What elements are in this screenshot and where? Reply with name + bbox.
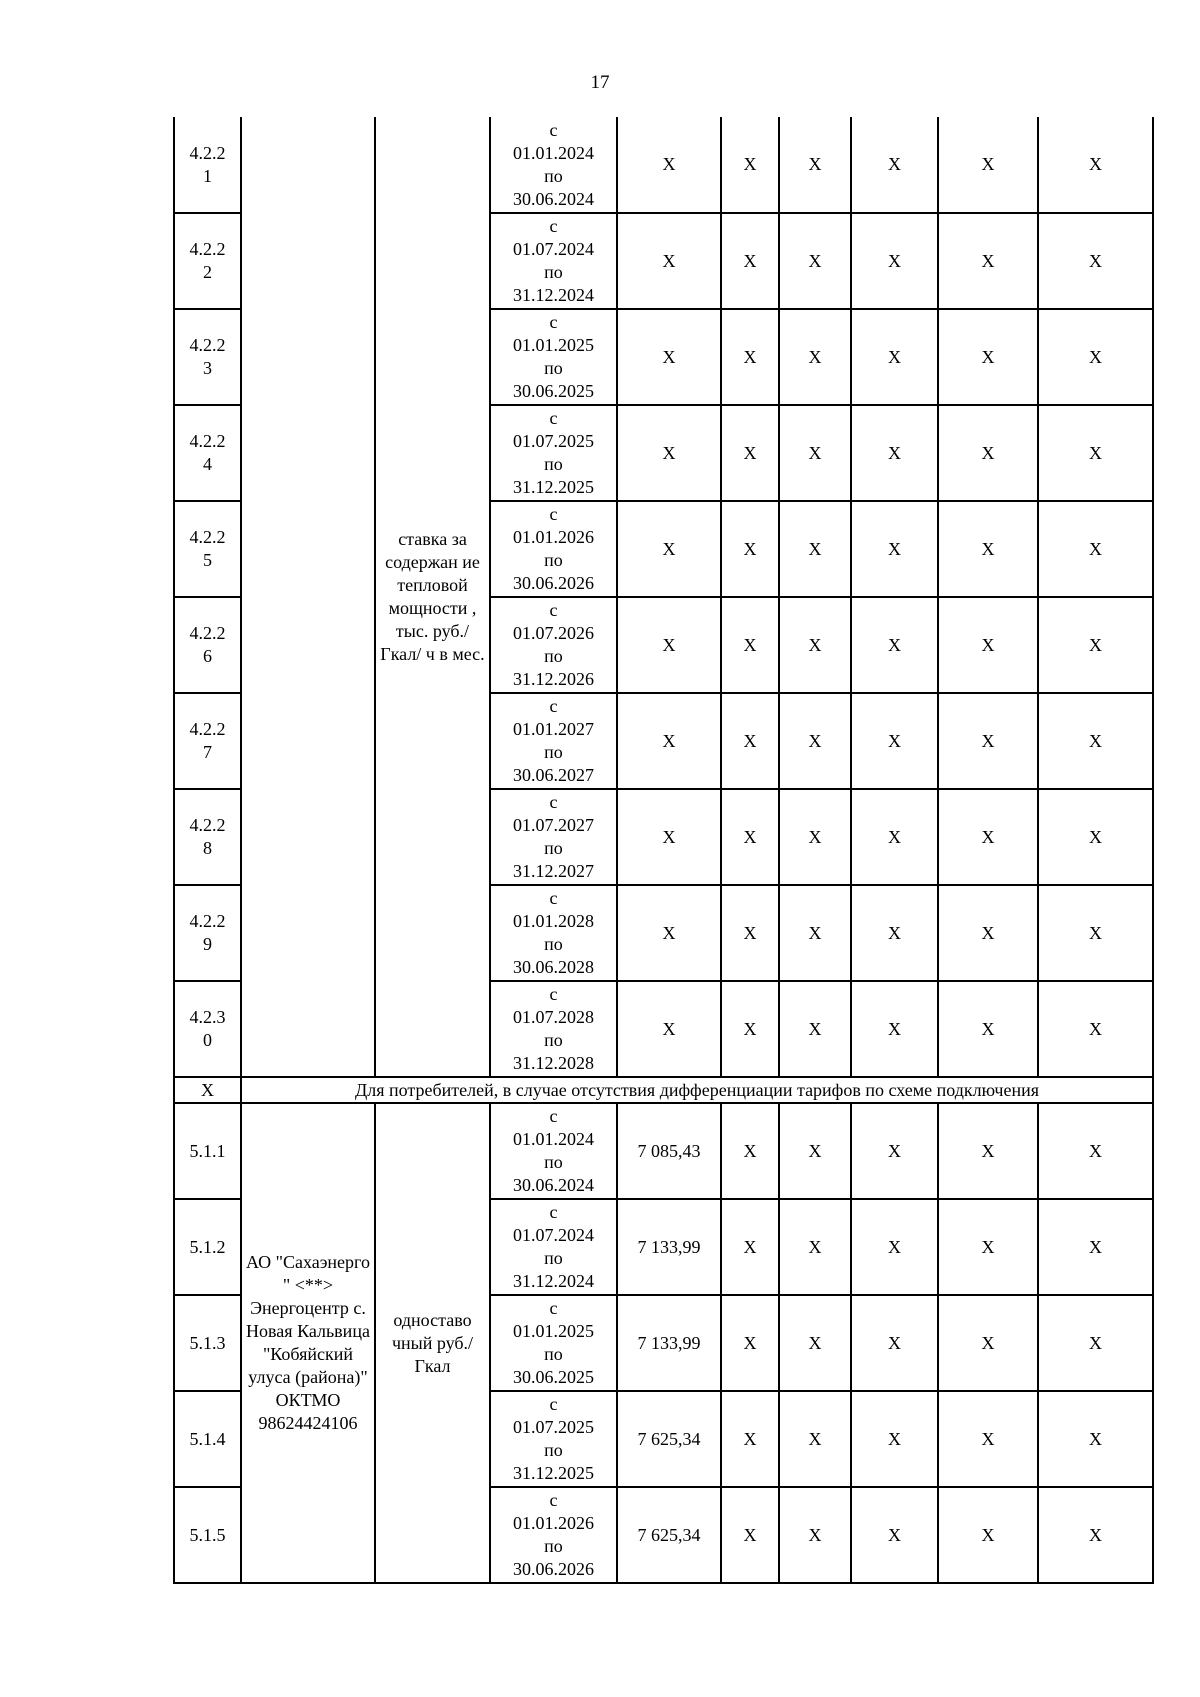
value-cell: Х	[938, 693, 1038, 789]
value-cell: Х	[779, 405, 851, 501]
value-cell: Х	[779, 1391, 851, 1487]
row-number-cell: 5.1.3	[174, 1295, 241, 1391]
value-cell: Х	[721, 117, 779, 213]
indicator-cell: одноставо чный руб./Гкал	[375, 1103, 490, 1583]
value-cell: Х	[851, 1295, 938, 1391]
value-cell: Х	[851, 981, 938, 1077]
section-row	[174, 1077, 1153, 1103]
period-cell: с 01.01.2027 по 30.06.2027	[490, 693, 617, 789]
value-cell: Х	[851, 405, 938, 501]
page-number: 17	[590, 72, 610, 93]
value-cell: Х	[1038, 501, 1153, 597]
value-cell: Х	[1038, 693, 1153, 789]
value-cell: Х	[938, 501, 1038, 597]
value-cell: Х	[617, 789, 721, 885]
row-number-cell: 4.2.2 2	[174, 213, 241, 309]
value-cell: Х	[779, 501, 851, 597]
value-cell: Х	[938, 981, 1038, 1077]
value-cell: Х	[721, 405, 779, 501]
value-cell: Х	[851, 501, 938, 597]
period-cell: с 01.07.2024 по 31.12.2024	[490, 213, 617, 309]
value-cell: Х	[1038, 405, 1153, 501]
value-cell: Х	[617, 117, 721, 213]
value-cell: Х	[938, 1103, 1038, 1199]
row-number-cell: 4.2.2 6	[174, 597, 241, 693]
period-cell: с 01.07.2026 по 31.12.2026	[490, 597, 617, 693]
row-number-cell: 5.1.1	[174, 1103, 241, 1199]
value-cell: Х	[938, 309, 1038, 405]
value-cell: Х	[851, 789, 938, 885]
value-cell: Х	[617, 213, 721, 309]
value-cell: 7 625,34	[617, 1391, 721, 1487]
value-cell: Х	[779, 1103, 851, 1199]
value-cell: Х	[721, 1199, 779, 1295]
row-number-cell: 4.2.2 5	[174, 501, 241, 597]
value-cell: Х	[721, 981, 779, 1077]
section-number-cell: Х	[174, 1077, 241, 1103]
value-cell: Х	[721, 309, 779, 405]
value-cell: 7 133,99	[617, 1295, 721, 1391]
value-cell: Х	[1038, 309, 1153, 405]
row-number-cell: 4.2.2 4	[174, 405, 241, 501]
period-cell: с 01.01.2026 по 30.06.2026	[490, 501, 617, 597]
row-number-cell: 5.1.2	[174, 1199, 241, 1295]
value-cell: Х	[617, 885, 721, 981]
value-cell: Х	[1038, 885, 1153, 981]
value-cell: Х	[938, 213, 1038, 309]
period-cell: с 01.07.2028 по 31.12.2028	[490, 981, 617, 1077]
organization-cell	[241, 117, 375, 1077]
value-cell: Х	[938, 1391, 1038, 1487]
value-cell: Х	[617, 693, 721, 789]
value-cell: Х	[938, 885, 1038, 981]
value-cell: Х	[779, 981, 851, 1077]
value-cell: Х	[779, 1295, 851, 1391]
value-cell: Х	[721, 1487, 779, 1583]
period-cell: с 01.01.2026 по 30.06.2026	[490, 1487, 617, 1583]
value-cell: Х	[721, 213, 779, 309]
value-cell: Х	[851, 309, 938, 405]
period-cell: с 01.07.2025 по 31.12.2025	[490, 1391, 617, 1487]
value-cell: Х	[779, 117, 851, 213]
value-cell: Х	[1038, 1103, 1153, 1199]
value-cell: Х	[1038, 1199, 1153, 1295]
table-row	[174, 117, 1153, 213]
value-cell: Х	[938, 1199, 1038, 1295]
value-cell: Х	[721, 885, 779, 981]
value-cell: Х	[779, 789, 851, 885]
period-cell: с 01.07.2025 по 31.12.2025	[490, 405, 617, 501]
value-cell: 7 085,43	[617, 1103, 721, 1199]
value-cell: Х	[721, 1103, 779, 1199]
value-cell: Х	[1038, 1487, 1153, 1583]
value-cell: Х	[1038, 1295, 1153, 1391]
value-cell: Х	[617, 405, 721, 501]
value-cell: Х	[851, 1487, 938, 1583]
value-cell: Х	[851, 213, 938, 309]
value-cell: Х	[779, 1199, 851, 1295]
value-cell: Х	[1038, 981, 1153, 1077]
period-cell: с 01.01.2024 по 30.06.2024	[490, 1103, 617, 1199]
value-cell: Х	[779, 309, 851, 405]
row-number-cell: 5.1.5	[174, 1487, 241, 1583]
row-number-cell: 4.2.2 3	[174, 309, 241, 405]
value-cell: Х	[721, 693, 779, 789]
period-cell: с 01.07.2027 по 31.12.2027	[490, 789, 617, 885]
value-cell: Х	[938, 1487, 1038, 1583]
value-cell: Х	[851, 1391, 938, 1487]
value-cell: Х	[721, 501, 779, 597]
row-number-cell: 4.2.2 8	[174, 789, 241, 885]
value-cell: Х	[721, 1295, 779, 1391]
indicator-cell: ставка за содержан ие тепловой мощности , тыс. руб./Гкал/ ч в мес.	[375, 117, 490, 1077]
period-cell: с 01.07.2024 по 31.12.2024	[490, 1199, 617, 1295]
value-cell: Х	[779, 885, 851, 981]
value-cell: Х	[779, 213, 851, 309]
value-cell: Х	[938, 405, 1038, 501]
value-cell: Х	[851, 885, 938, 981]
row-number-cell: 4.2.3 0	[174, 981, 241, 1077]
value-cell: Х	[851, 693, 938, 789]
value-cell: Х	[938, 1295, 1038, 1391]
value-cell: Х	[1038, 117, 1153, 213]
value-cell: Х	[1038, 789, 1153, 885]
period-cell: с 01.01.2025 по 30.06.2025	[490, 309, 617, 405]
value-cell: Х	[1038, 597, 1153, 693]
value-cell: Х	[851, 1103, 938, 1199]
period-cell: с 01.01.2028 по 30.06.2028	[490, 885, 617, 981]
value-cell: Х	[851, 117, 938, 213]
value-cell: Х	[721, 1391, 779, 1487]
value-cell: Х	[779, 1487, 851, 1583]
value-cell: Х	[721, 597, 779, 693]
table-row	[174, 1103, 1153, 1199]
value-cell: Х	[779, 597, 851, 693]
row-number-cell: 5.1.4	[174, 1391, 241, 1487]
tariff-table-body	[174, 117, 1153, 1583]
value-cell: Х	[1038, 213, 1153, 309]
organization-cell: АО "Сахаэнерго " <**> Энергоцентр с. Новая Кальвица "Кобяйский улуса (района)" ОКТМО 98624424106	[241, 1103, 375, 1583]
value-cell: Х	[721, 789, 779, 885]
value-cell: 7 625,34	[617, 1487, 721, 1583]
value-cell: Х	[617, 981, 721, 1077]
tariff-table	[173, 117, 1154, 1584]
value-cell: Х	[617, 597, 721, 693]
period-cell: с 01.01.2025 по 30.06.2025	[490, 1295, 617, 1391]
value-cell: Х	[617, 501, 721, 597]
period-cell: с 01.01.2024 по 30.06.2024	[490, 117, 617, 213]
value-cell: Х	[1038, 1391, 1153, 1487]
value-cell: Х	[938, 789, 1038, 885]
value-cell: Х	[851, 597, 938, 693]
row-number-cell: 4.2.2 9	[174, 885, 241, 981]
value-cell: Х	[851, 1199, 938, 1295]
value-cell: Х	[938, 117, 1038, 213]
row-number-cell: 4.2.2 1	[174, 117, 241, 213]
row-number-cell: 4.2.2 7	[174, 693, 241, 789]
section-title-cell: Для потребителей, в случае отсутствия дифференциации тарифов по схеме подключения	[241, 1077, 1153, 1103]
value-cell: 7 133,99	[617, 1199, 721, 1295]
value-cell: Х	[617, 309, 721, 405]
value-cell: Х	[938, 597, 1038, 693]
value-cell: Х	[779, 693, 851, 789]
